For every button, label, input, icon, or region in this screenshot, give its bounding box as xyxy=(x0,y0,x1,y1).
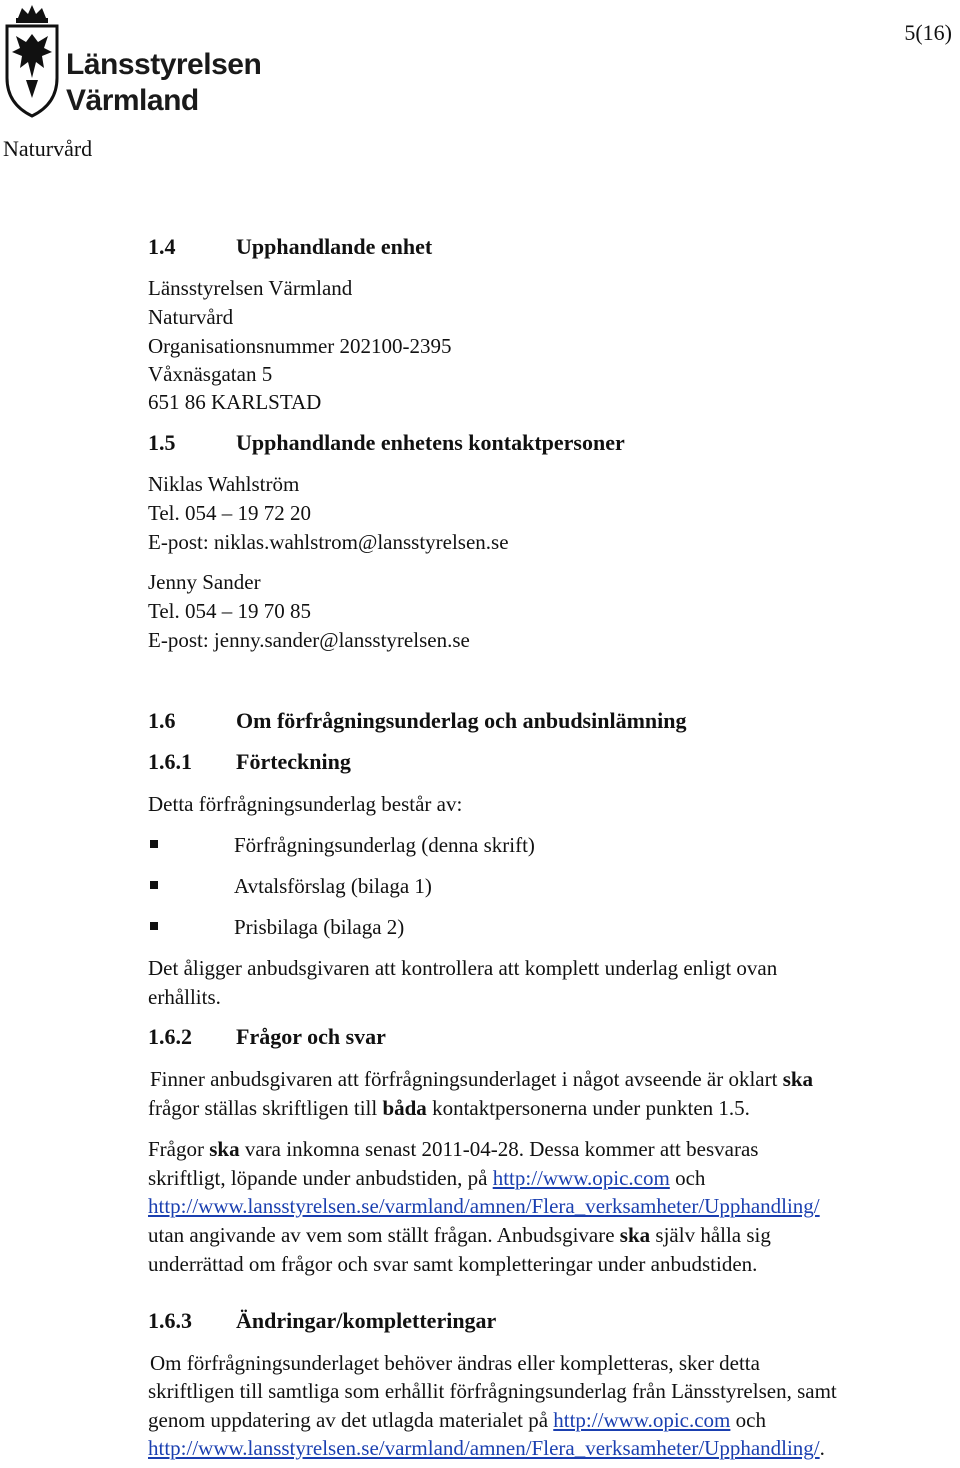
contact-email: E-post: niklas.wahlstrom@lansstyrelsen.se xyxy=(148,530,509,554)
contact-name: Niklas Wahlström xyxy=(148,472,300,496)
text-run: och xyxy=(675,1166,706,1190)
section-title: Upphandlande enhet xyxy=(236,234,433,259)
address-line: Länsstyrelsen Värmland xyxy=(148,276,353,300)
bullet-icon xyxy=(150,922,158,930)
lansstyrelsen-link[interactable]: http://www.lansstyrelsen.se/varmland/amnen/Flera_verksamheter/Upphandling/ xyxy=(148,1436,820,1460)
section-title: Om förfrågningsunderlag och anbudsinlämning xyxy=(236,708,687,733)
paragraph-line: Om förfrågningsunderlaget behöver ändras eller kompletteras, sker detta xyxy=(150,1351,760,1375)
address-line: Organisationsnummer 202100-2395 xyxy=(148,334,452,358)
section-1-4-heading xyxy=(148,234,432,260)
text-run: och xyxy=(735,1408,766,1432)
address-line: 651 86 KARLSTAD xyxy=(148,390,322,414)
address-line: Våxnäsgatan 5 xyxy=(148,362,273,386)
list-intro: Detta förfrågningsunderlag består av: xyxy=(148,792,463,816)
text-run: frågor ställas skriftligen till xyxy=(148,1096,378,1120)
paragraph-line xyxy=(148,1221,771,1249)
text-run: utan angivande av vem som ställt frågan. Anbudsgivare xyxy=(148,1223,615,1247)
org-name-line1: Länsstyrelsen xyxy=(66,48,262,81)
section-1-6-1-heading xyxy=(148,749,351,775)
text-run: skriftligt, löpande under anbudstiden, på xyxy=(148,1166,488,1190)
contact-phone: Tel. 054 – 19 70 85 xyxy=(148,599,312,623)
list-item: Avtalsförslag (bilaga 1) xyxy=(234,874,432,898)
paragraph-line xyxy=(148,1406,766,1434)
section-1-6-2-heading xyxy=(148,1024,386,1050)
section-title: Förteckning xyxy=(236,749,351,774)
text-run: kontaktpersonerna under punkten 1.5. xyxy=(432,1096,750,1120)
section-1-5-heading xyxy=(148,430,625,456)
emphasis: ska xyxy=(782,1067,814,1091)
section-title: Upphandlande enhetens kontaktpersoner xyxy=(236,430,625,455)
paragraph-line xyxy=(148,1434,825,1462)
text-run: Finner anbudsgivaren att förfrågningsunderlaget i något avseende är oklart xyxy=(150,1067,778,1091)
list-item: Förfrågningsunderlag (denna skrift) xyxy=(234,833,535,857)
paragraph-line: underrättad om frågor och svar samt kompletteringar under anbudstiden. xyxy=(148,1252,758,1276)
section-number: 1.6.2 xyxy=(148,1024,192,1049)
section-number: 1.6.1 xyxy=(148,749,192,774)
section-number: 1.4 xyxy=(148,234,176,259)
logo xyxy=(2,2,262,120)
contact-email: E-post: jenny.sander@lansstyrelsen.se xyxy=(148,628,470,652)
section-1-6-heading xyxy=(148,708,686,734)
contact-name: Jenny Sander xyxy=(148,570,261,594)
section-title: Frågor och svar xyxy=(236,1024,386,1049)
paragraph-line: Det åligger anbudsgivaren att kontrollera att komplett underlag enligt ovan xyxy=(148,956,778,980)
department-label: Naturvård xyxy=(3,136,93,161)
opic-link[interactable]: http://www.opic.com xyxy=(492,1166,670,1190)
paragraph-line xyxy=(150,1065,813,1093)
section-number: 1.6 xyxy=(148,708,176,733)
emphasis: båda xyxy=(382,1096,427,1120)
bullet-icon xyxy=(150,840,158,848)
emphasis: ska xyxy=(619,1223,651,1247)
contact-phone: Tel. 054 – 19 72 20 xyxy=(148,501,312,525)
emphasis: ska xyxy=(209,1137,240,1161)
section-number: 1.5 xyxy=(148,430,176,455)
text-run: själv hålla sig xyxy=(655,1223,771,1247)
lansstyrelsen-link[interactable]: http://www.lansstyrelsen.se/varmland/amnen/Flera_verksamheter/Upphandling/ xyxy=(148,1194,820,1218)
paragraph-line xyxy=(148,1135,758,1163)
address-line: Naturvård xyxy=(148,305,234,329)
text-run: . xyxy=(819,1436,825,1460)
section-1-6-3-heading xyxy=(148,1308,496,1334)
text-run: genom uppdatering av det utlagda materialet på xyxy=(148,1408,549,1432)
crown-eagle-icon xyxy=(2,2,62,120)
list-item: Prisbilaga (bilaga 2) xyxy=(234,915,405,939)
bullet-icon xyxy=(150,881,158,889)
paragraph-line xyxy=(148,1192,820,1220)
opic-link[interactable]: http://www.opic.com xyxy=(553,1408,731,1432)
section-title: Ändringar/kompletteringar xyxy=(236,1308,497,1333)
paragraph-line xyxy=(148,1164,705,1192)
page-number: 5(16) xyxy=(904,20,952,45)
paragraph-line: erhållits. xyxy=(148,985,221,1009)
text-run: Frågor xyxy=(148,1137,204,1161)
paragraph-line xyxy=(148,1094,750,1122)
org-name-line2: Värmland xyxy=(66,84,199,117)
section-number: 1.6.3 xyxy=(148,1308,192,1333)
paragraph-line: skriftligen till samtliga som erhållit förfrågningsunderlag från Länsstyrelsen, samt xyxy=(148,1379,837,1403)
text-run: vara inkomna senast 2011-04-28. Dessa kommer att besvaras xyxy=(244,1137,759,1161)
